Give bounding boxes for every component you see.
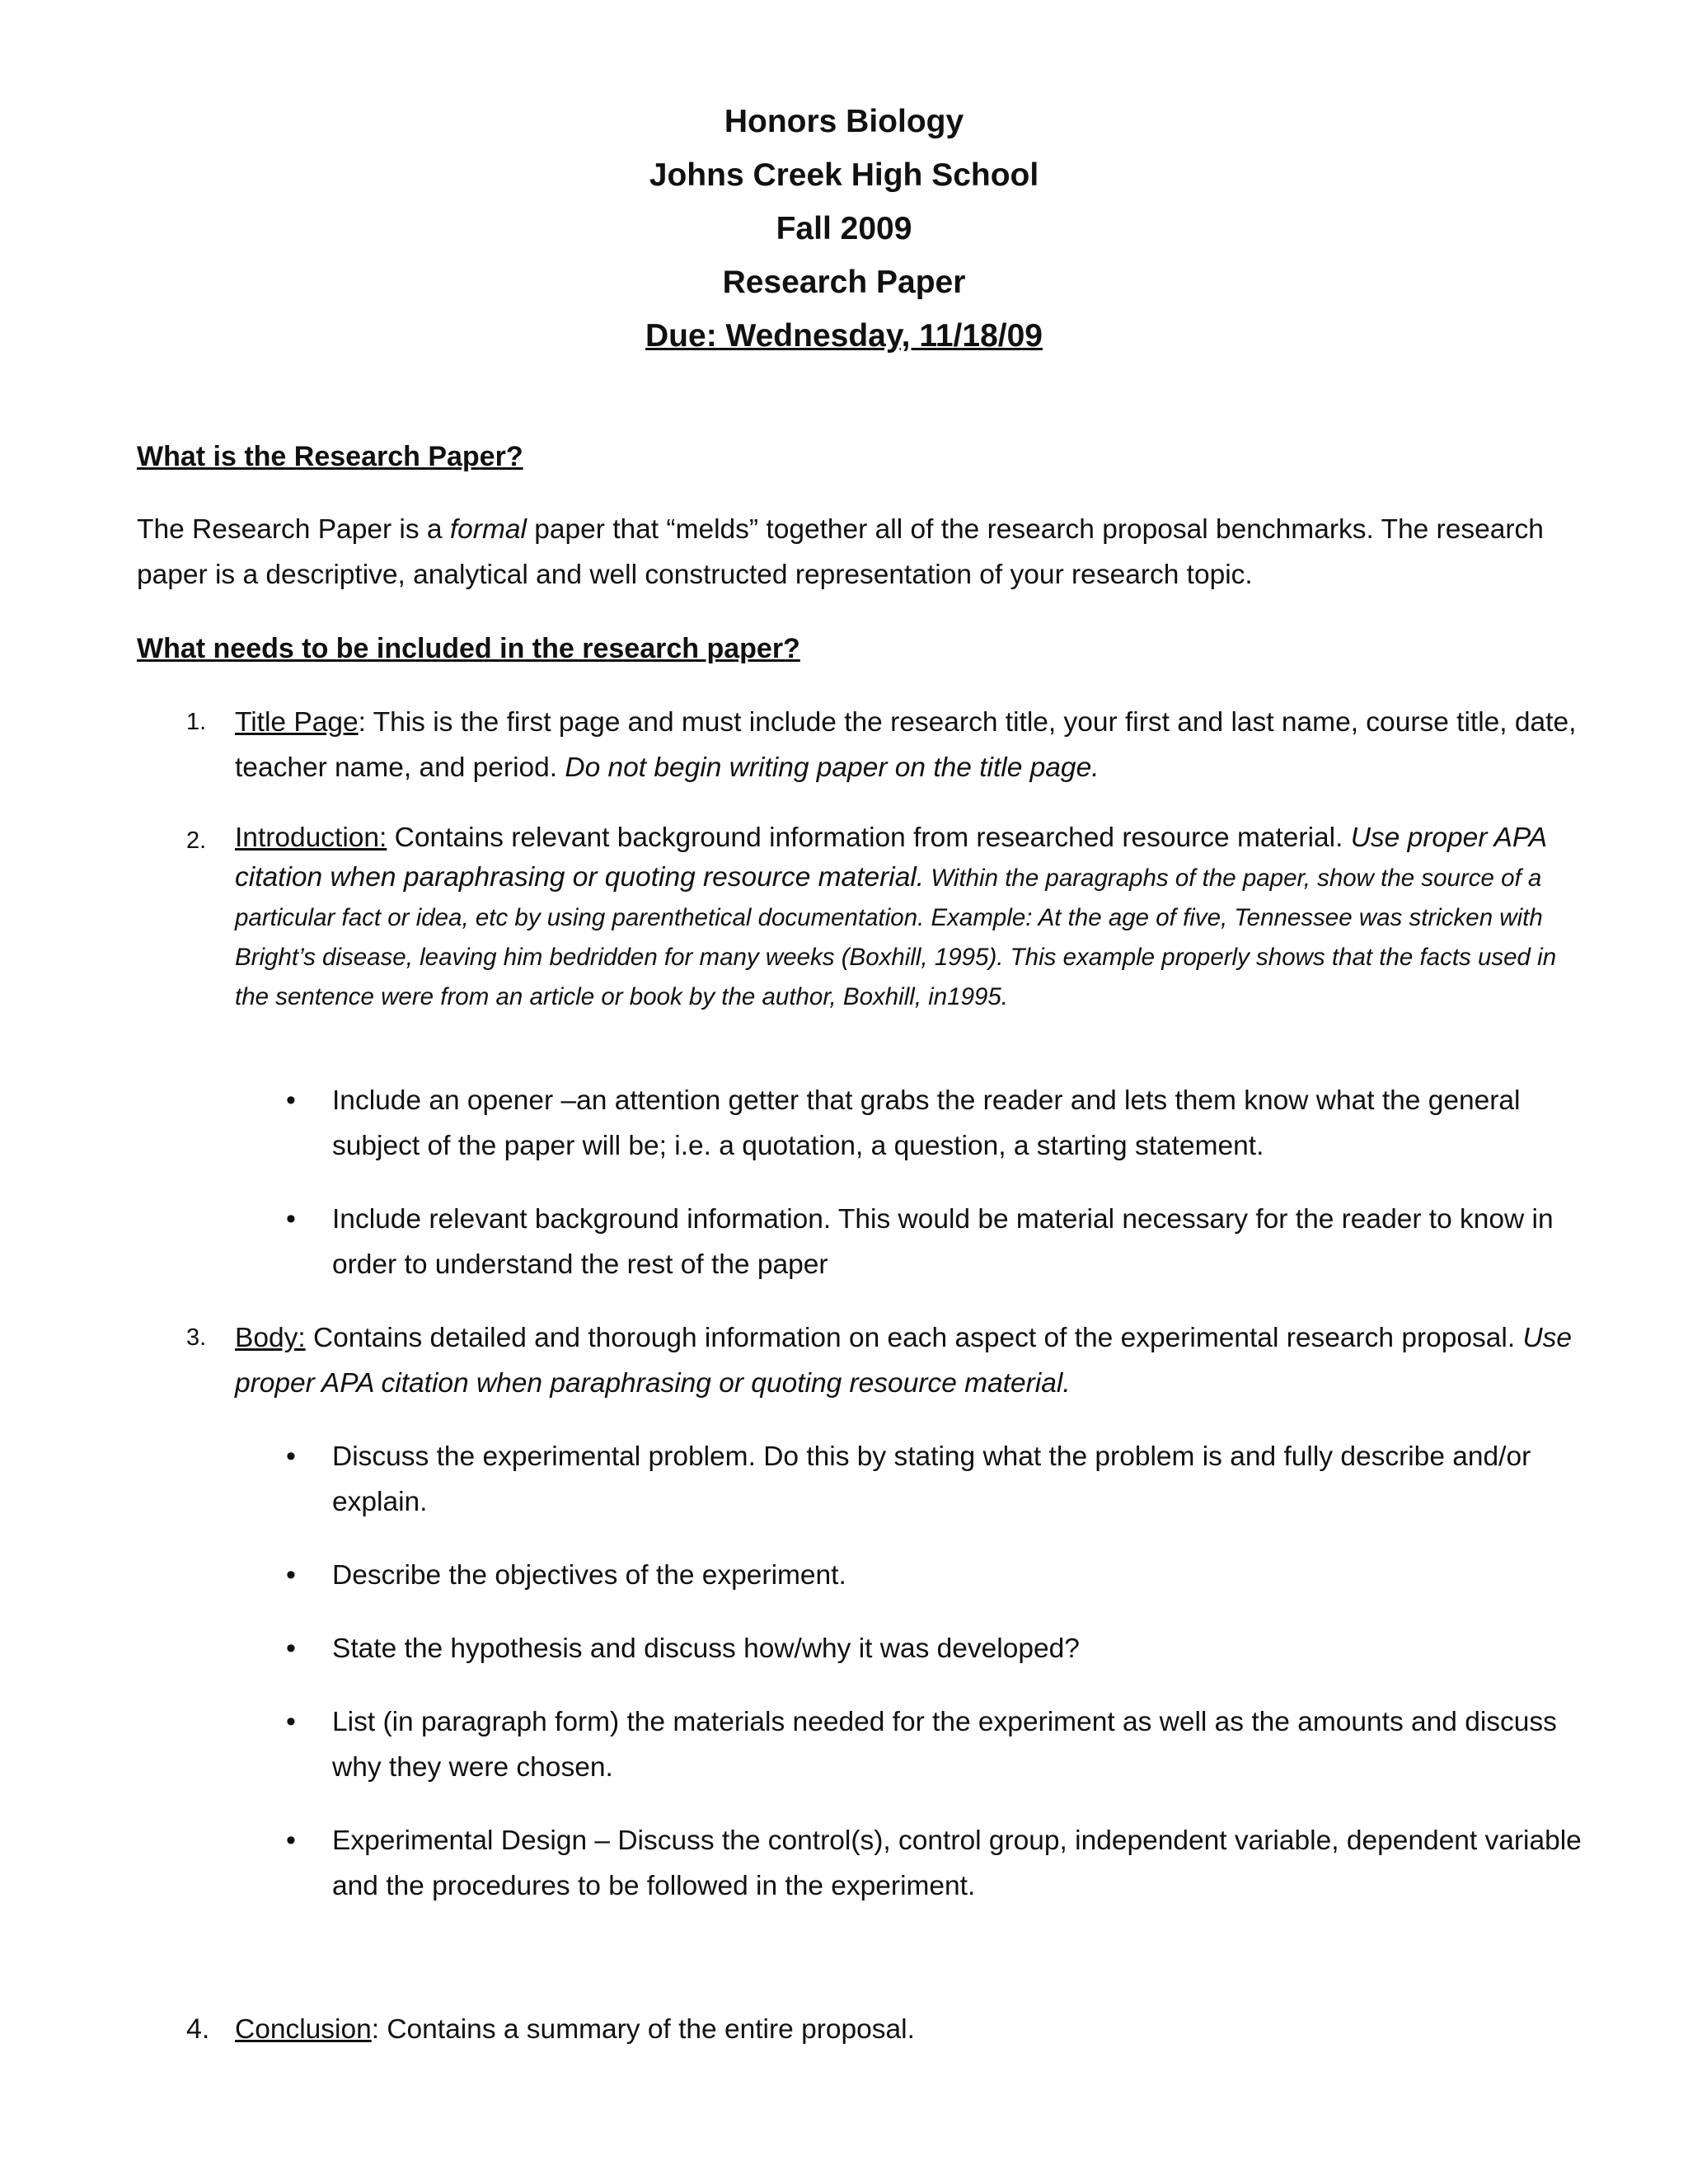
item-label: Body: <box>235 1323 306 1353</box>
bullet-marker: • <box>286 1441 296 1472</box>
bullet-marker: • <box>286 1633 296 1664</box>
item-italic-note: Do not begin writing paper on the title page. <box>565 752 1100 783</box>
bullet-marker: • <box>286 1825 296 1856</box>
item-label: Introduction: <box>235 823 387 853</box>
bullet-marker: • <box>286 1203 296 1235</box>
list-number: 4. <box>186 2013 210 2045</box>
list-item-body <box>235 1315 1587 1406</box>
assignment-title: Research Paper <box>722 265 966 300</box>
bullet-marker: • <box>286 1085 296 1116</box>
bullet-item: Describe the objectives of the experiment. <box>332 1560 846 1591</box>
list-number: 3. <box>186 1324 207 1351</box>
section-heading-what-needs: What needs to be included in the research paper? <box>137 633 800 664</box>
list-item-conclusion <box>235 2007 1587 2052</box>
bullet-item: Include relevant background information. This would be material necessary for the reader to know in order to understand the rest of the paper <box>332 1204 1554 1280</box>
list-item-introduction <box>235 818 1587 1016</box>
section-paragraph-what-is <box>137 507 1571 598</box>
item-text: Contains relevant background information from researched resource material. <box>387 823 1351 853</box>
bullet-item: State the hypothesis and discuss how/why it was developed? <box>332 1633 1080 1664</box>
bullet-marker: • <box>286 1706 296 1737</box>
bullet-item: Discuss the experimental problem. Do this by stating what the problem is and fully describe and/or explain. <box>332 1441 1531 1517</box>
item-text: : This is the first page and must include the research title, your first and last name, course title, date, teacher name, and period. <box>235 707 1577 783</box>
bullet-item: Experimental Design – Discuss the control(s), control group, independent variable, dependent variable and the procedures to be followed in the experiment. <box>332 1825 1582 1901</box>
emphasis-formal: formal <box>449 514 527 545</box>
item-label: Conclusion <box>235 2014 372 2045</box>
item-text: : Contains a summary of the entire proposal. <box>371 2014 915 2045</box>
list-item-title-page <box>235 700 1587 790</box>
item-label: Title Page <box>235 707 359 738</box>
course-title: Honors Biology <box>724 104 964 139</box>
section-heading-what-is: What is the Research Paper? <box>137 441 523 472</box>
item-text: Contains detailed and thorough information on each aspect of the experimental research proposal. <box>305 1323 1523 1353</box>
term: Fall 2009 <box>776 211 912 246</box>
list-number: 1. <box>186 709 207 735</box>
bullet-item: Include an opener –an attention getter that grabs the reader and lets them know what the general subject of the paper will be; i.e. a quotation, a question, a starting statement. <box>332 1085 1521 1161</box>
paragraph-text: paper that “melds” together all of the research proposal benchmarks. The research paper is a descriptive, analytical and well constructed representation of your research topic. <box>137 514 1544 590</box>
list-number: 2. <box>186 827 207 854</box>
school-name: Johns Creek High School <box>649 157 1039 193</box>
bullet-marker: • <box>286 1559 296 1591</box>
item-italic-note: Use proper APA citation when paraphrasing or quoting resource material. <box>235 1323 1573 1399</box>
item-italic-note: Use proper APA citation when paraphrasing or quoting resource material. <box>235 823 1546 893</box>
bullet-item: List (in paragraph form) the materials needed for the experiment as well as the amounts and discuss why they were chosen. <box>332 1707 1557 1783</box>
due-date: Due: Wednesday, 11/18/09 <box>645 318 1043 354</box>
item-citation-example: Within the paragraphs of the paper, show the source of a particular fact or idea, etc by using parenthetical documentation. Example: At the age of five, Tennessee was stricken with Bright’s disease, leaving him bedridden for many weeks (Boxhill, 1995). This example properly shows that the facts used in the sentence were from an article or book by the author, Boxhill, in1995. <box>235 865 1557 1010</box>
paragraph-text: The Research Paper is a <box>137 514 450 545</box>
document-header <box>0 95 1688 363</box>
